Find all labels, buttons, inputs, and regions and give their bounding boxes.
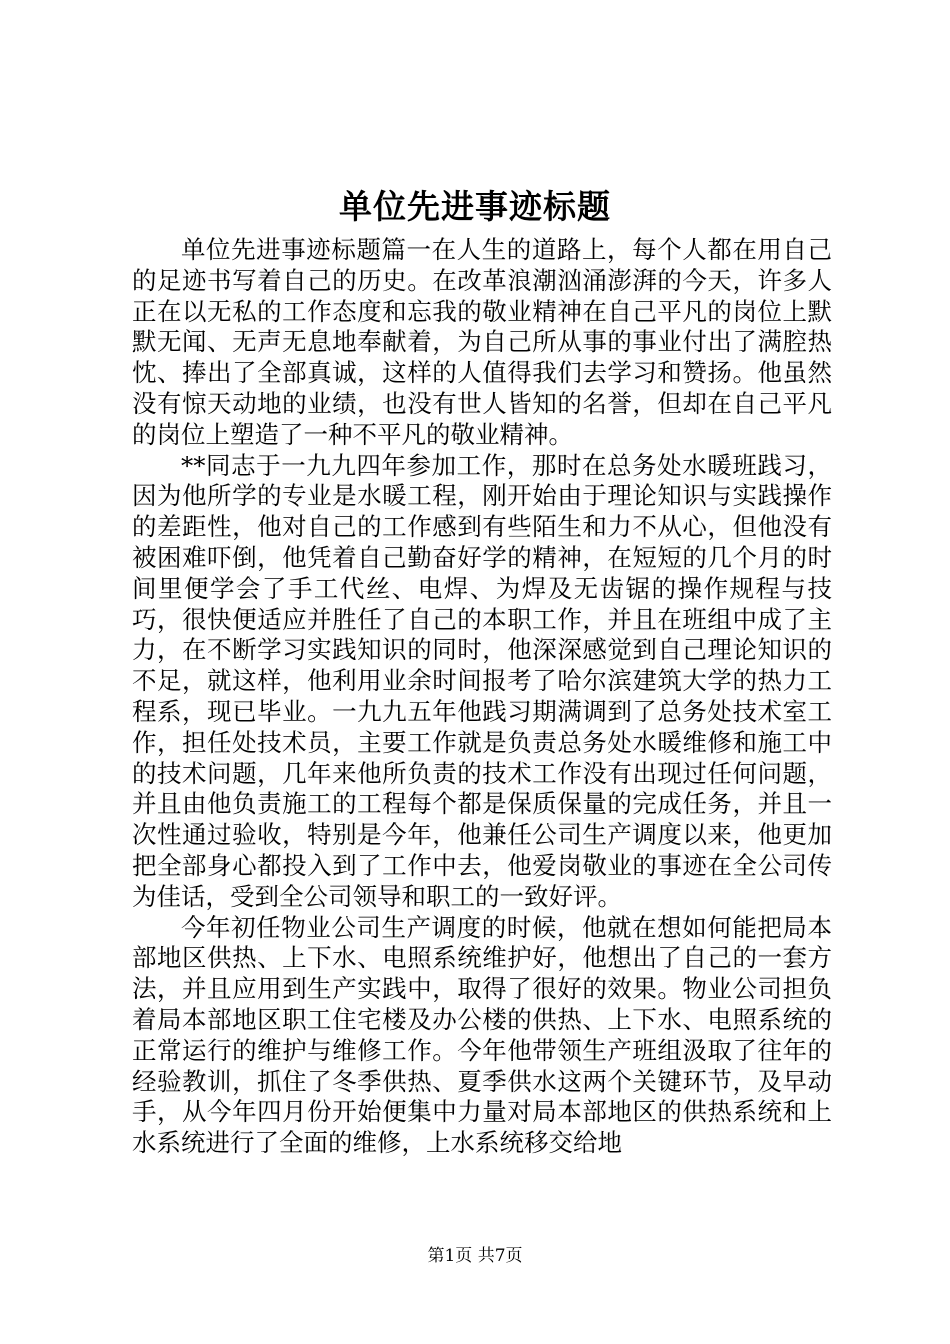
document-title: 单位先进事迹标题: [339, 187, 611, 226]
document-body: [132, 235, 832, 1159]
page-footer: 第1页 共7页: [427, 1246, 523, 1266]
paragraph: 今年初任物业公司生产调度的时候，他就在想如何能把局本部地区供热、上下水、电照系统维护好，他想出了自己的一套方法，并且应用到生产实践中，取得了很好的效果。物业公司担负着局本部地区职工住宅楼及办公楼的供热、上下水、电照系统的正常运行的维护与维修工作。今年他带领生产班组汲取了往年的经验教训，抓住了冬季供热、夏季供水这两个关键环节，及早动手，从今年四月份开始便集中力量对局本部地区的供热系统和上水系统进行了全面的维修，上水系统移交给地: [132, 912, 832, 1158]
paragraph: 单位先进事迹标题篇一在人生的道路上，每个人都在用自己的足迹书写着自己的历史。在改革浪潮汹涌澎湃的今天，许多人正在以无私的工作态度和忘我的敬业精神在自己平凡的岗位上默默无闻、无声无息地奉献着，为自己所从事的事业付出了满腔热忱、捧出了全部真诚，这样的人值得我们去学习和赞扬。他虽然没有惊天动地的业绩，也没有世人皆知的名誉，但却在自己平凡的岗位上塑造了一种不平凡的敬业精神。: [132, 235, 832, 449]
paragraph: **同志于一九九四年参加工作，那时在总务处水暖班践习，因为他所学的专业是水暖工程，刚开始由于理论知识与实践操作的差距性，他对自己的工作感到有些陌生和力不从心，但他没有被困难吓倒，他凭着自己勤奋好学的精神，在短短的几个月的时间里便学会了手工代丝、电焊、为焊及无齿锯的操作规程与技巧，很快便适应并胜任了自己的本职工作，并且在班组中成了主力，在不断学习实践知识的同时，他深深感觉到自己理论知识的不足，就这样，他利用业余时间报考了哈尔滨建筑大学的热力工程系，现已毕业。一九九五年他践习期满调到了总务处技术室工作，担任处技术员，主要工作就是负责总务处水暖维修和施工中的技术问题，几年来他所负责的技术工作没有出现过任何问题，并且由他负责施工的工程每个都是保质保量的完成任务，并且一次性通过验收，特别是今年，他兼任公司生产调度以来，他更加把全部身心都投入到了工作中去，他爱岗敬业的事迹在全公司传为佳话，受到全公司领导和职工的一致好评。: [132, 450, 832, 911]
